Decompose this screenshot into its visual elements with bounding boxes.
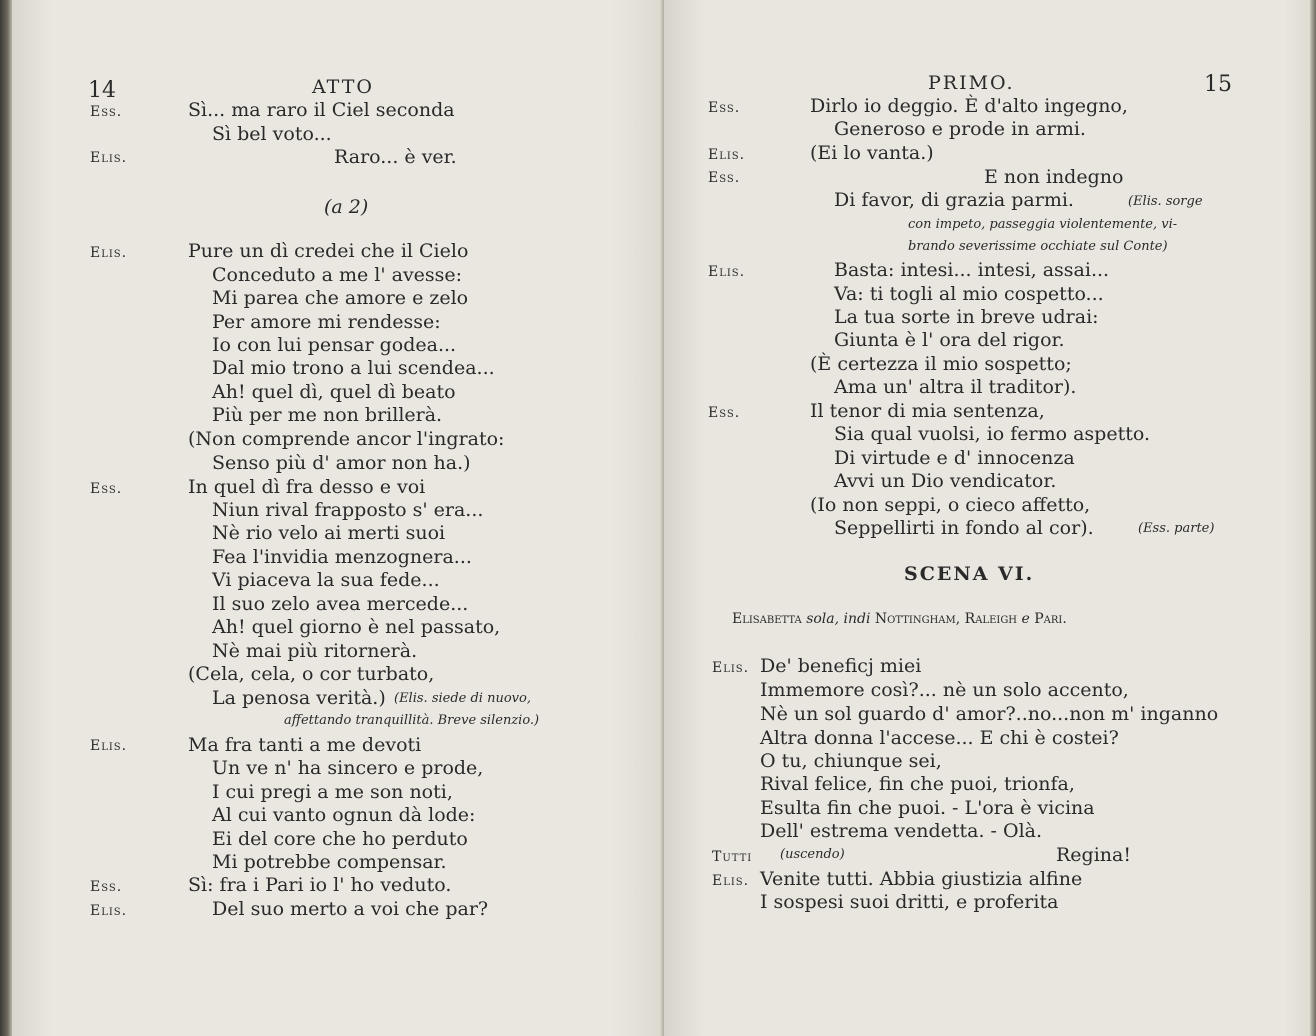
speaker-label: Ess.: [708, 170, 741, 186]
verse-line: E non indegno: [984, 166, 1124, 188]
stage-direction: (Elis. sorge: [1128, 194, 1203, 209]
scene-cast-part: Nottingham, Raleigh: [874, 611, 1018, 627]
book-edge-left: [0, 0, 12, 1036]
verse-line: Giunta è l' ora del rigor.: [834, 329, 1065, 351]
verse-line: Fea l'invidia menzognera...: [212, 546, 472, 568]
right-page: [664, 0, 1310, 1036]
book-edge-right: [1310, 0, 1316, 1036]
verse-line: Senso più d' amor non ha.): [212, 452, 471, 474]
speaker-label: Elis.: [90, 903, 128, 919]
verse-line: Basta: intesi... intesi, assai...: [834, 259, 1110, 281]
verse-line: Dell' estrema vendetta. - Olà.: [760, 820, 1043, 842]
verse-line: Dirlo io deggio. È d'alto ingegno,: [810, 95, 1128, 117]
page-number-left: 14: [88, 78, 116, 103]
verse-line: Di favor, di grazia parmi.: [834, 189, 1074, 211]
verse-line: (Non comprende ancor l'ingrato:: [188, 428, 505, 450]
speaker-label: Elis.: [708, 264, 746, 280]
verse-line: Io con lui pensar godea...: [212, 334, 457, 356]
stage-direction: con impeto, passeggia violentemente, vi-: [908, 217, 1178, 232]
verse-line: Ma fra tanti a me devoti: [188, 734, 422, 756]
speaker-label: Ess.: [708, 100, 741, 116]
speaker-label: Elis.: [90, 245, 128, 261]
verse-line: Rival felice, fin che puoi, trionfa,: [760, 773, 1075, 795]
verse-line: (Io non seppi, o cieco affetto,: [810, 494, 1091, 516]
scene-cast-part: Elisabetta: [732, 611, 802, 627]
running-header-left: ATTO: [312, 76, 374, 98]
stage-direction: (Elis. siede di nuovo,: [394, 691, 531, 706]
verse-line: Dal mio trono a lui scendea...: [212, 357, 495, 379]
verse-line: O tu, chiunque sei,: [760, 750, 942, 772]
verse-line: Vi piaceva la sua fede...: [212, 569, 440, 591]
verse-line: La penosa verità.): [212, 687, 386, 709]
speaker-label: Elis.: [708, 147, 746, 163]
verse-line: Mi potrebbe compensar.: [212, 851, 447, 873]
verse-line: (È certezza il mio sospetto;: [810, 353, 1072, 375]
verse-line: (Cela, cela, o cor turbato,: [188, 663, 435, 685]
verse-line: Va: ti togli al mio cospetto...: [834, 283, 1104, 305]
verse-line: Sì... ma raro il Ciel seconda: [188, 99, 455, 121]
running-header-right: PRIMO.: [928, 72, 1015, 94]
verse-line: Per amore mi rendesse:: [212, 311, 441, 333]
speaker-label: Ess.: [90, 481, 123, 497]
verse-line: Sì bel voto...: [212, 123, 332, 145]
stage-direction: (Ess. parte): [1138, 521, 1215, 536]
verse-line: Nè mai più ritornerà.: [212, 640, 418, 662]
verse-line: Sia qual vuolsi, io fermo aspetto.: [834, 423, 1151, 445]
verse-line: Un ve n' ha sincero e prode,: [212, 757, 484, 779]
speaker-label: Elis.: [712, 873, 750, 889]
verse-line: Esulta fin che puoi. - L'ora è vicina: [760, 797, 1095, 819]
stage-direction: brando severissime occhiate sul Conte): [908, 239, 1168, 254]
verse-line: Più per me non brillerà.: [212, 404, 443, 426]
speaker-label: Elis.: [90, 150, 128, 166]
verse-line: (Ei lo vanta.): [810, 142, 934, 164]
speaker-label: Ess.: [708, 405, 741, 421]
verse-line: Del suo merto a voi che par?: [212, 898, 489, 920]
verse-line: Venite tutti. Abbia giustizia alfine: [760, 868, 1083, 890]
speaker-label: Ess.: [90, 104, 123, 120]
verse-line: Mi parea che amore e zelo: [212, 287, 469, 309]
verse-line: I cui pregi a me son noti,: [212, 781, 453, 803]
verse-line: Ah! quel dì, quel dì beato: [212, 381, 456, 403]
verse-line: Sì: fra i Pari io l' ho veduto.: [188, 874, 452, 896]
verse-line: Pure un dì credei che il Cielo: [188, 240, 469, 262]
verse-line: Il tenor di mia sentenza,: [810, 400, 1045, 422]
stage-direction: affettando tranquillità. Breve silenzio.): [284, 713, 540, 728]
speaker-label: Ess.: [90, 879, 123, 895]
scene-cast: [732, 608, 1067, 630]
scene-cast-part: Pari.: [1034, 611, 1067, 627]
verse-line: Conceduto a me l' avesse:: [212, 264, 463, 286]
verse-line: Avvi un Dio vendicator.: [834, 470, 1057, 492]
verse-line: Nè rio velo ai merti suoi: [212, 522, 446, 544]
verse-line: Seppellirti in fondo al cor).: [834, 517, 1094, 539]
scene-title: SCENA VI.: [904, 563, 1035, 585]
verse-line: Al cui vanto ognun dà lode:: [212, 804, 476, 826]
speaker-label: Elis.: [90, 738, 128, 754]
scene-cast-part: e: [1021, 611, 1030, 627]
verse-line: La tua sorte in breve udrai:: [834, 306, 1099, 328]
verse-line: Di virtude e d' innocenza: [834, 447, 1075, 469]
verse-line: Ei del core che ho perduto: [212, 828, 468, 850]
verse-line: Raro... è ver.: [334, 146, 457, 168]
verse-line: I sospesi suoi dritti, e proferita: [760, 891, 1059, 913]
verse-line: Ah! quel giorno è nel passato,: [212, 616, 501, 638]
verse-line: Niun rival frapposto s' era...: [212, 499, 484, 521]
page-number-right: 15: [1204, 72, 1232, 97]
verse-line: Altra donna l'accese... E chi è costei?: [760, 727, 1119, 749]
verse-line: Regina!: [1056, 844, 1131, 866]
a-due-marker: (a 2): [324, 196, 369, 218]
scene-cast-part: sola, indi: [806, 611, 871, 627]
verse-line: Nè un sol guardo d' amor?..no...non m' inganno: [760, 703, 1219, 725]
speaker-label: Elis.: [712, 660, 750, 676]
verse-line: Il suo zelo avea mercede...: [212, 593, 469, 615]
verse-line: Immemore così?... nè un solo accento,: [760, 679, 1129, 701]
stage-direction: (uscendo): [780, 847, 845, 862]
verse-line: De' beneficj miei: [760, 655, 922, 677]
verse-line: Generoso e prode in armi.: [834, 118, 1086, 140]
verse-line: Ama un' altra il traditor).: [834, 376, 1077, 398]
verse-line: In quel dì fra desso e voi: [188, 476, 426, 498]
speaker-label: Tutti: [712, 849, 753, 865]
left-page: [12, 0, 664, 1036]
